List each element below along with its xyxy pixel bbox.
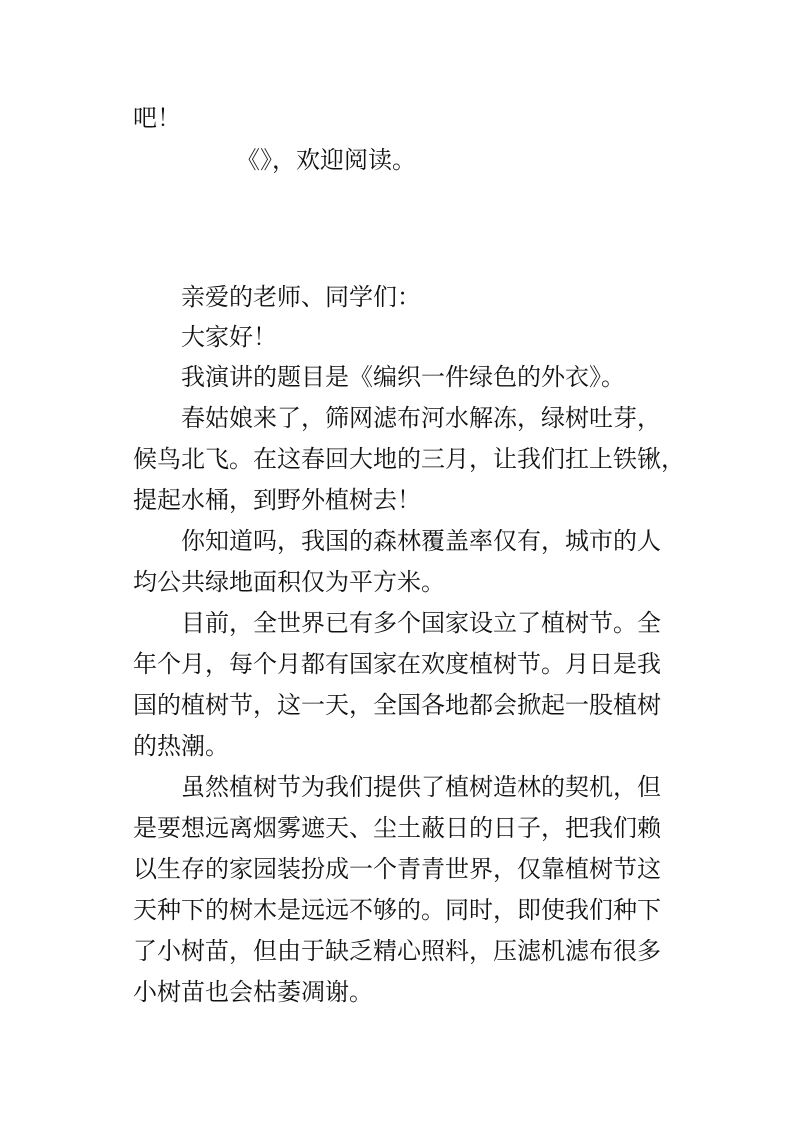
paragraph-4-line-1: 虽然植树节为我们提供了植树造林的契机，但 — [181, 773, 661, 801]
paragraph-2-line-1: 你知道吗，我国的森林覆盖率仅有，城市的人 — [181, 527, 661, 555]
paragraph-4-line-6: 小树苗也会枯萎凋谢。 — [133, 978, 373, 1006]
paragraph-3-line-2: 年个月，每个月都有国家在欢度植树节。月日是我 — [133, 650, 661, 678]
greeting: 亲爱的老师、同学们： — [181, 283, 421, 311]
paragraph-2-line-2: 均公共绿地面积仅为平方米。 — [133, 568, 445, 596]
header-line-2: 《》，欢迎阅读。 — [236, 146, 416, 174]
header-line-1: 吧！ — [133, 104, 181, 132]
paragraph-1-line-2: 候鸟北飞。在这春回大地的三月，让我们扛上铁锹， — [133, 445, 685, 473]
hello: 大家好！ — [181, 323, 277, 351]
paragraph-3-line-3: 国的植树节，这一天，全国各地都会掀起一股植树 — [133, 691, 661, 719]
paragraph-4-line-2: 是要想远离烟雾遮天、尘土蔽日的日子，把我们赖 — [133, 814, 661, 842]
paragraph-4-line-4: 天种下的树木是远远不够的。同时，即使我们种下 — [133, 896, 661, 924]
paragraph-3-line-4: 的热潮。 — [133, 732, 229, 760]
paragraph-3-line-1: 目前，全世界已有多个国家设立了植树节。全 — [181, 609, 661, 637]
paragraph-1-line-1: 春姑娘来了，筛网滤布河水解冻，绿树吐芽， — [181, 404, 661, 432]
speech-topic: 我演讲的题目是《编织一件绿色的外衣》。 — [181, 363, 625, 391]
paragraph-4-line-3: 以生存的家园装扮成一个青青世界，仅靠植树节这 — [133, 855, 661, 883]
paragraph-4-line-5: 了小树苗，但由于缺乏精心照料，压滤机滤布很多 — [133, 937, 661, 965]
paragraph-1-line-3: 提起水桶，到野外植树去！ — [133, 486, 421, 514]
